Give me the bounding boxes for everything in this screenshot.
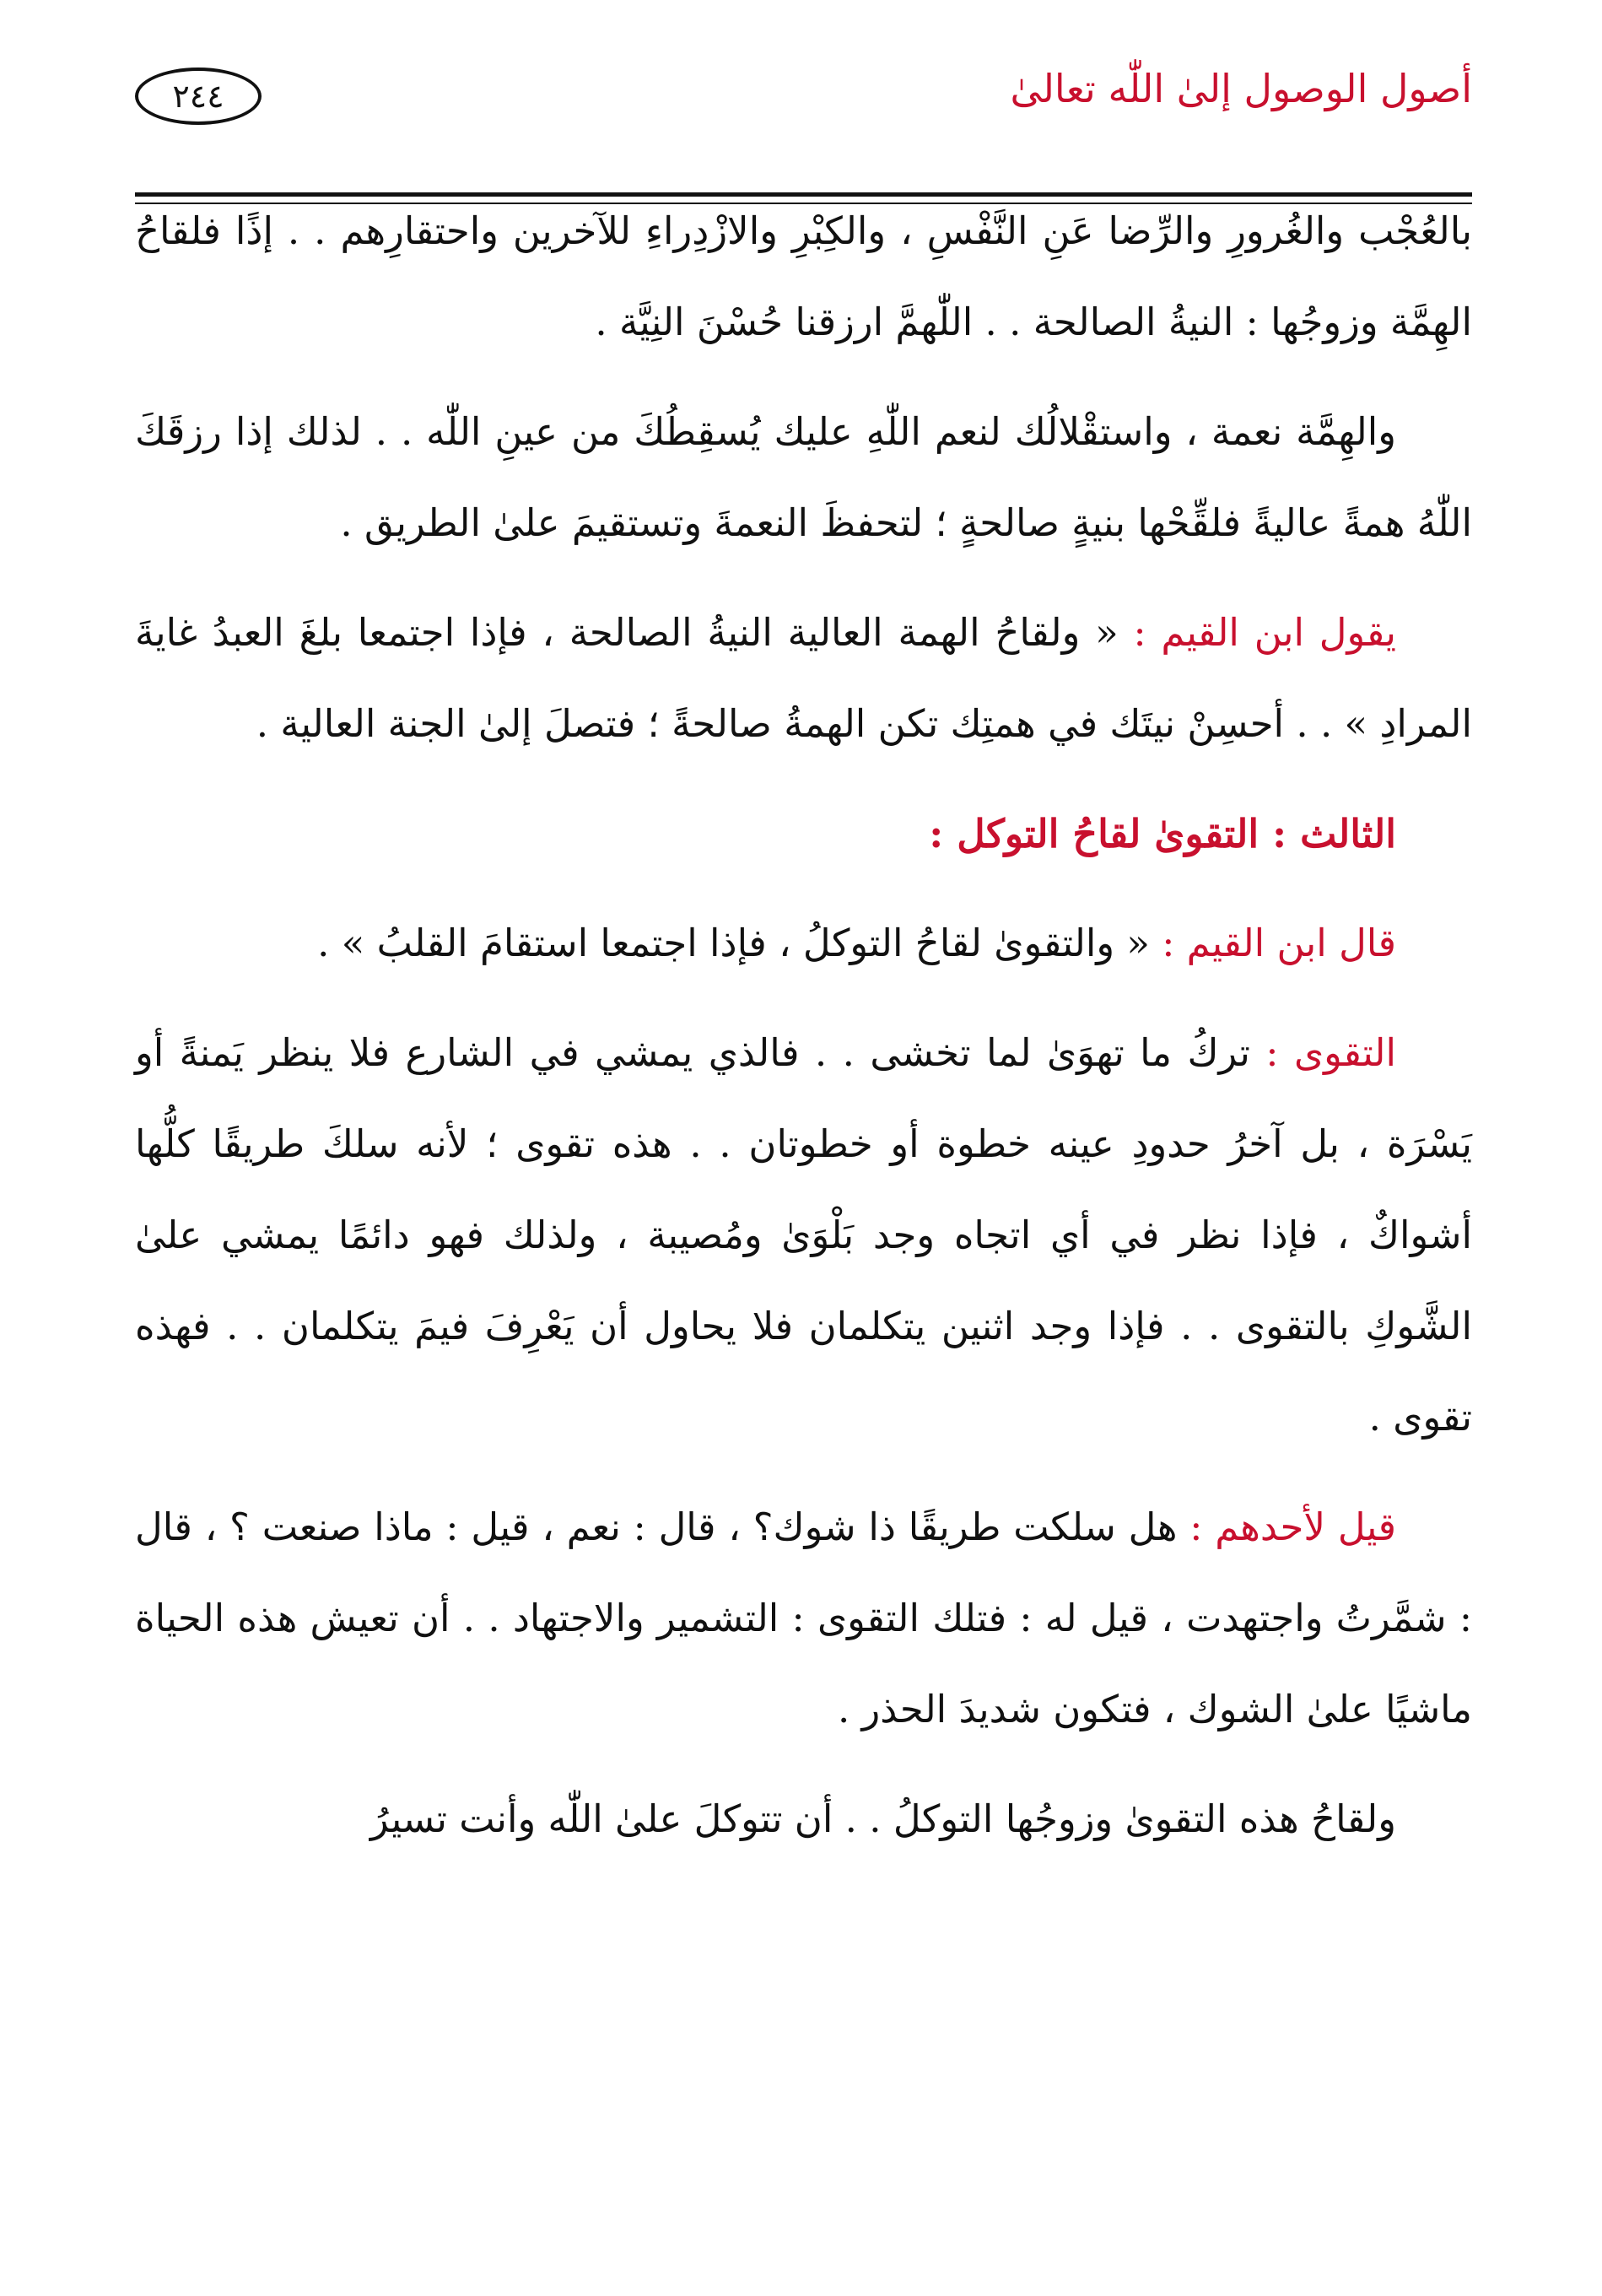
page-header: [135, 59, 1472, 152]
paragraph-himma: [135, 386, 1472, 569]
paragraph-label: قال ابن القيم :: [1162, 921, 1396, 965]
page-body: [135, 186, 1472, 1883]
page-number-oval: [135, 68, 262, 125]
paragraph-text: هل سلكت طريقًا ذا شوك؟ ، قال : نعم ، قيل : ماذا صنعت ؟ ، قال : شمَّرتُ واجتهدت ، قيل له : فتلك التقوى : التشمير والاجتهاد . . أن تعيش هذه الحياة ماشيًا علىٰ الشوك ، فتكون شديدَ الحذر .: [135, 1505, 1472, 1731]
paragraph-ibn-qayyim-quote: [135, 587, 1472, 770]
paragraph-text: « ولقاحُ الهمة العالية النيةُ الصالحة ، فإذا اجتمعا بلغَ العبدُ غايةَ المرادِ » . . أحسِنْ نيتَك في همتِك تكن الهمةُ صالحةً ؛ فتصلَ إلىٰ الجنة العالية .: [135, 610, 1472, 746]
page-number: ٢٤٤: [172, 78, 224, 115]
paragraph-text: بالعُجْب والغُرورِ والرِّضا عَنِ النَّفْسِ ، والكِبْرِ والازْدِراءِ للآخرين واحتقارِهم . . إذًا فلقاحُ الهِمَّة وزوجُها : النيةُ الصالحة . . اللّٰهمَّ ارزقنا حُسْنَ النِيَّة .: [135, 208, 1472, 344]
paragraph-label: يقول ابن القيم :: [1133, 610, 1396, 655]
paragraph-final: [135, 1774, 1472, 1865]
paragraph-text: والهِمَّة نعمة ، واستقْلالُك لنعم اللّٰهِ عليك يُسقِطُكَ من عينِ اللّٰه . . لذلك إذا رزقَكَ اللّٰهُ همةً عاليةً فلقِّحْها بنيةٍ صالحةٍ ؛ لتحفظَ النعمةَ وتستقيمَ علىٰ الطريق .: [135, 409, 1472, 545]
paragraph-label: التقوى :: [1265, 1030, 1396, 1075]
running-title: أصول الوصول إلىٰ اللّٰه تعالىٰ: [1010, 66, 1472, 111]
section-heading: الثالث : التقوىٰ لقاحُ التوكل :: [929, 811, 1396, 856]
paragraph-text: تركُ ما تهوَىٰ لما تخشى . . فالذي يمشي في الشارع فلا ينظر يَمنةً أو يَسْرَة ، بل آخرُ حدودِ عينه خطوة أو خطوتان . . هذه تقوى ؛ لأنه سلكَ طريقًا كلُّها أشواكٌ ، فإذا نظر في أي اتجاه وجد بَلْوَىٰ ومُصيبة ، ولذلك فهو دائمًا يمشي علىٰ الشَّوكِ بالتقوى . . فإذا وجد اثنين يتكلمان فلا يحاول أن يَعْرِفَ فيمَ يتكلمان . . فهذه تقوى .: [135, 1030, 1472, 1440]
paragraph-text: « والتقوىٰ لقاحُ التوكلُ ، فإذا اجتمعا استقامَ القلبُ » .: [317, 921, 1150, 965]
paragraph-continuation: [135, 186, 1472, 368]
paragraph-ibn-qayyim-tawakkul: [135, 898, 1472, 989]
paragraph-label: قيل لأحدهم :: [1189, 1505, 1396, 1549]
paragraph-text: ولقاحُ هذه التقوىٰ وزوجُها التوكلُ . . أن تتوكلَ علىٰ اللّٰه وأنت تسيرُ: [369, 1796, 1396, 1841]
paragraph-taqwa-definition: [135, 1008, 1472, 1463]
paragraph-anecdote: [135, 1482, 1472, 1755]
